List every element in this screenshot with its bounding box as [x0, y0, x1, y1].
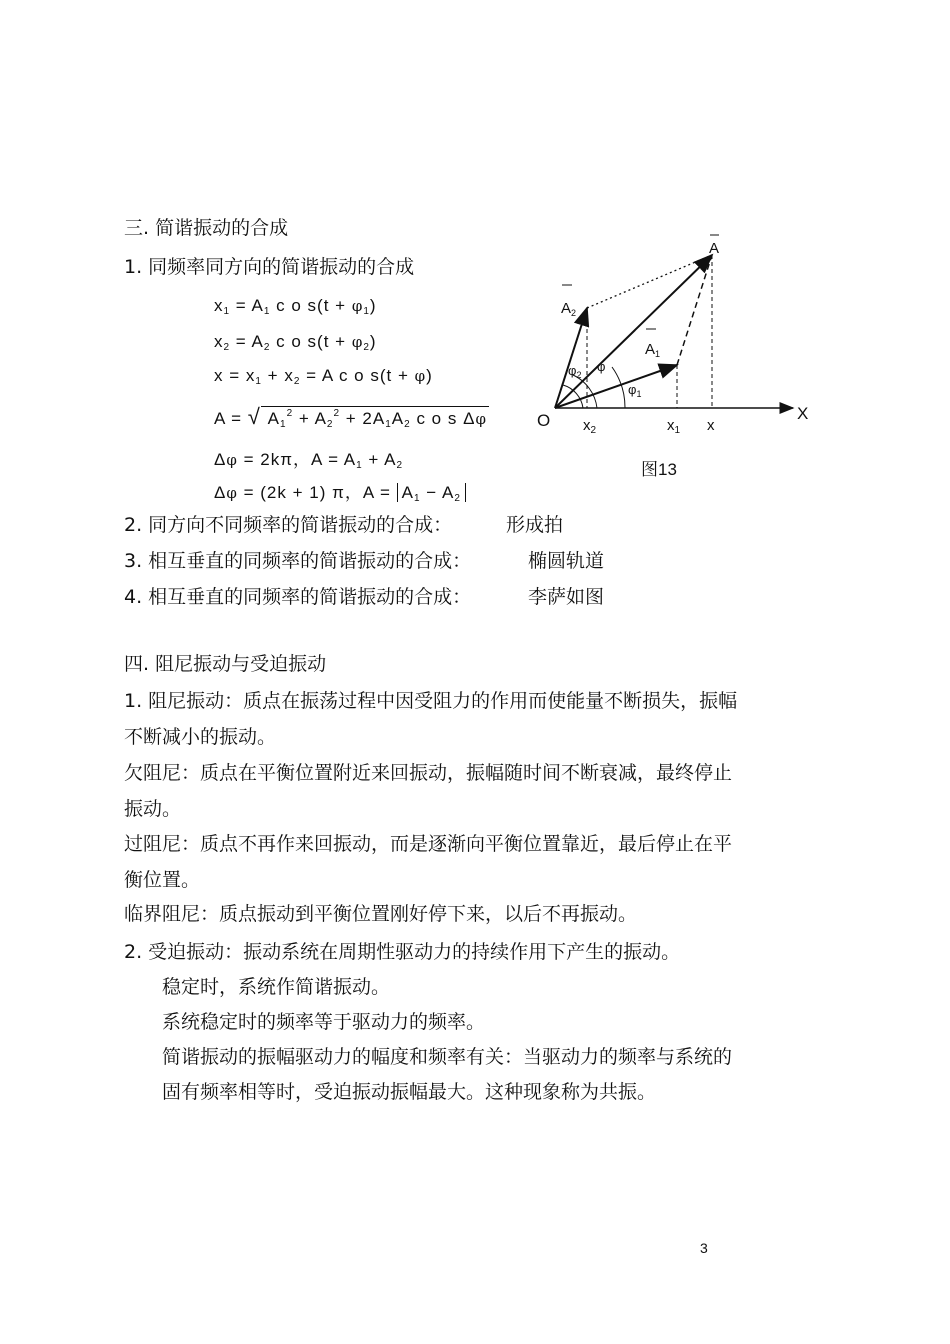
label-a: A — [709, 240, 720, 257]
label-a2: $A_2$ — [561, 300, 577, 318]
section-heading-synthesis: 三. 简谐振动的合成 — [124, 217, 289, 239]
label-x1: $x_1$ — [667, 417, 681, 436]
label-phi: φ — [597, 359, 606, 374]
parallelogram-edge — [587, 255, 712, 308]
label-a1: $A_1$ — [645, 341, 661, 359]
item-perpendicular-lissajous-value: 李萨如图 — [528, 586, 605, 608]
label-phi2: $\varphi_2$ — [568, 363, 582, 380]
equation-x1: $x_1 = A_1$ c o $s(t + \varphi_1)$ — [214, 296, 377, 317]
resonance-line2: 固有频率相等时，受迫振动振幅最大。这种现象称为共振。 — [162, 1081, 657, 1103]
figure-caption: 图13 — [641, 460, 677, 479]
item-perpendicular-ellipse-value: 椭圆轨道 — [528, 550, 605, 572]
phasor-diagram — [525, 225, 825, 490]
equation-destructive: Δφ = (2k + 1) π，$A = A_1 - A_2$ — [214, 478, 466, 504]
underdamping-line1: 欠阻尼：质点在平衡位置附近来回振动，振幅随时间不断衰减，最终停止 — [124, 762, 733, 784]
overdamping-line2: 衡位置。 — [124, 869, 201, 891]
label-origin: O — [537, 411, 551, 430]
forced-vibration: 2. 受迫振动：振动系统在周期性驱动力的持续作用下产生的振动。 — [124, 941, 681, 963]
equation-amplitude: A = √ $A_1^2 + A_2^2 + 2A_1A_2$ c o s Δφ — [214, 404, 487, 430]
label-x-axis: X — [797, 404, 809, 423]
damped-definition-line1: 1. 阻尼振动：质点在振荡过程中因受阻力的作用而使能量不断损失，振幅 — [124, 690, 738, 712]
equation-constructive: Δφ = 2kπ，$A = A_1 + A_2$ — [214, 450, 404, 471]
underdamping-line2: 振动。 — [124, 798, 182, 820]
resonance-line1: 简谐振动的振幅驱动力的幅度和频率有关：当驱动力的频率与系统的 — [162, 1046, 733, 1068]
item-same-frequency: 1. 同频率同方向的简谐振动的合成 — [124, 256, 415, 278]
page-number: 3 — [700, 1240, 708, 1256]
label-x: x — [707, 417, 715, 434]
overdamping-line1: 过阻尼：质点不再作来回振动，而是逐渐向平衡位置靠近，最后停止在平 — [124, 833, 733, 855]
damped-definition-line2: 不断减小的振动。 — [124, 726, 277, 748]
equation-x2: $x_2 = A_2$ c o $s(t + \varphi_2)$ — [214, 332, 377, 353]
item-different-frequency: 2. 同方向不同频率的简谐振动的合成： — [124, 514, 453, 536]
item-perpendicular-lissajous: 4. 相互垂直的同频率的简谐振动的合成： — [124, 586, 472, 608]
label-x2: $x_2$ — [583, 417, 597, 436]
forced-steady: 稳定时，系统作简谐振动。 — [162, 976, 391, 998]
label-phi1: $\varphi_1$ — [628, 382, 642, 399]
equation-x-sum: $x = x_1 + x_2 = A$ c o s(t + φ) — [214, 366, 433, 387]
section-heading-damping: 四. 阻尼振动与受迫振动 — [124, 653, 327, 675]
item-different-frequency-value: 形成拍 — [506, 514, 564, 536]
critical-damping: 临界阻尼：质点振动到平衡位置刚好停下来，以后不再振动。 — [124, 903, 638, 925]
forced-frequency: 系统稳定时的频率等于驱动力的频率。 — [162, 1011, 486, 1033]
item-perpendicular-ellipse: 3. 相互垂直的同频率的简谐振动的合成： — [124, 550, 472, 572]
